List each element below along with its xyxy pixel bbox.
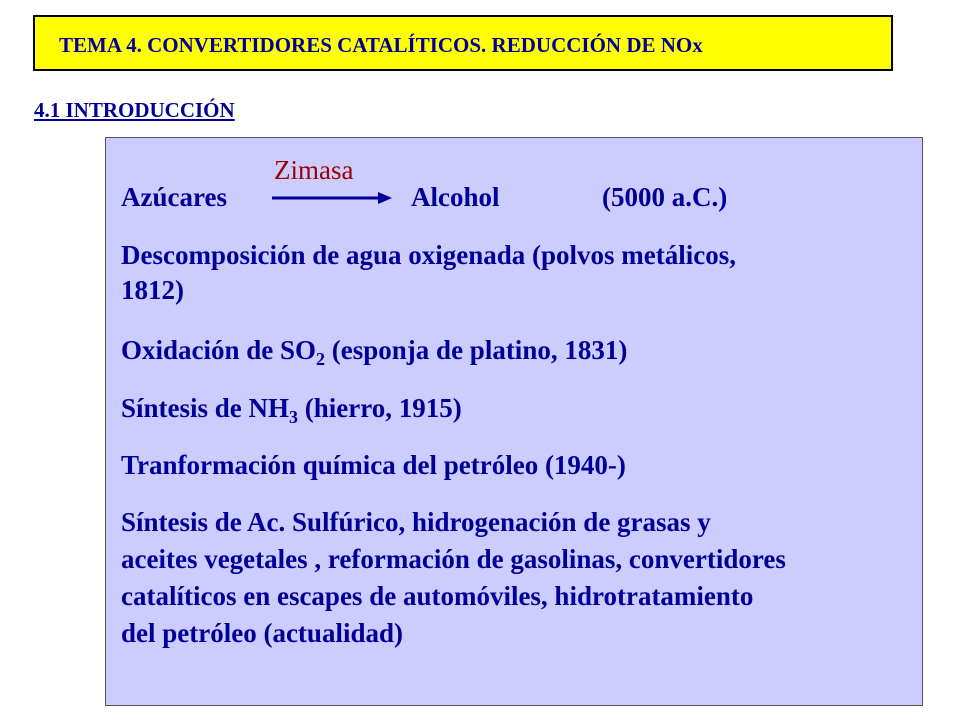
- title-banner: [33, 15, 893, 71]
- list-item-text: catalíticos en escapes de automóviles, hidrotratamiento: [121, 581, 754, 611]
- list-item-text: Síntesis de Ac. Sulfúrico, hidrogenación de grasas y: [121, 507, 711, 537]
- list-item-text: Tranformación química del petróleo (1940-): [121, 450, 626, 480]
- list-item: [121, 505, 711, 540]
- list-item-text: 1812): [121, 275, 184, 305]
- enzyme-label: Zimasa: [274, 155, 354, 185]
- list-item-text: (hierro, 1915): [298, 393, 462, 423]
- list-item-text: del petróleo (actualidad): [121, 618, 403, 648]
- list-item-continuation: [121, 542, 786, 577]
- section-heading: 4.1 INTRODUCCIÓN: [34, 98, 235, 122]
- list-item-text: Oxidación de SO: [121, 335, 317, 365]
- content-panel: [105, 137, 923, 706]
- list-item-text: aceites vegetales , reformación de gasolinas, convertidores: [121, 544, 786, 574]
- list-item-continuation: [121, 616, 403, 651]
- product-label: Alcohol: [411, 182, 500, 212]
- reactant-label: Azúcares: [121, 182, 227, 212]
- list-item: [121, 333, 627, 368]
- list-item: [121, 238, 736, 273]
- list-item-text: (esponja de platino, 1831): [325, 335, 628, 365]
- subscript: 3: [289, 407, 299, 427]
- list-item-text: Descomposición de agua oxigenada (polvos metálicos,: [121, 240, 737, 270]
- list-item-text: Síntesis de NH: [121, 393, 290, 423]
- reaction-date: (5000 a.C.): [602, 182, 728, 212]
- subscript: 2: [316, 349, 326, 369]
- list-item: [121, 391, 462, 426]
- list-item: [121, 448, 626, 483]
- list-item-continuation: [121, 579, 753, 614]
- slide-title: TEMA 4. CONVERTIDORES CATALÍTICOS. REDUCCIÓN DE NOx: [59, 33, 703, 57]
- right-arrow-icon: [272, 190, 392, 211]
- list-item-continuation: [121, 273, 184, 308]
